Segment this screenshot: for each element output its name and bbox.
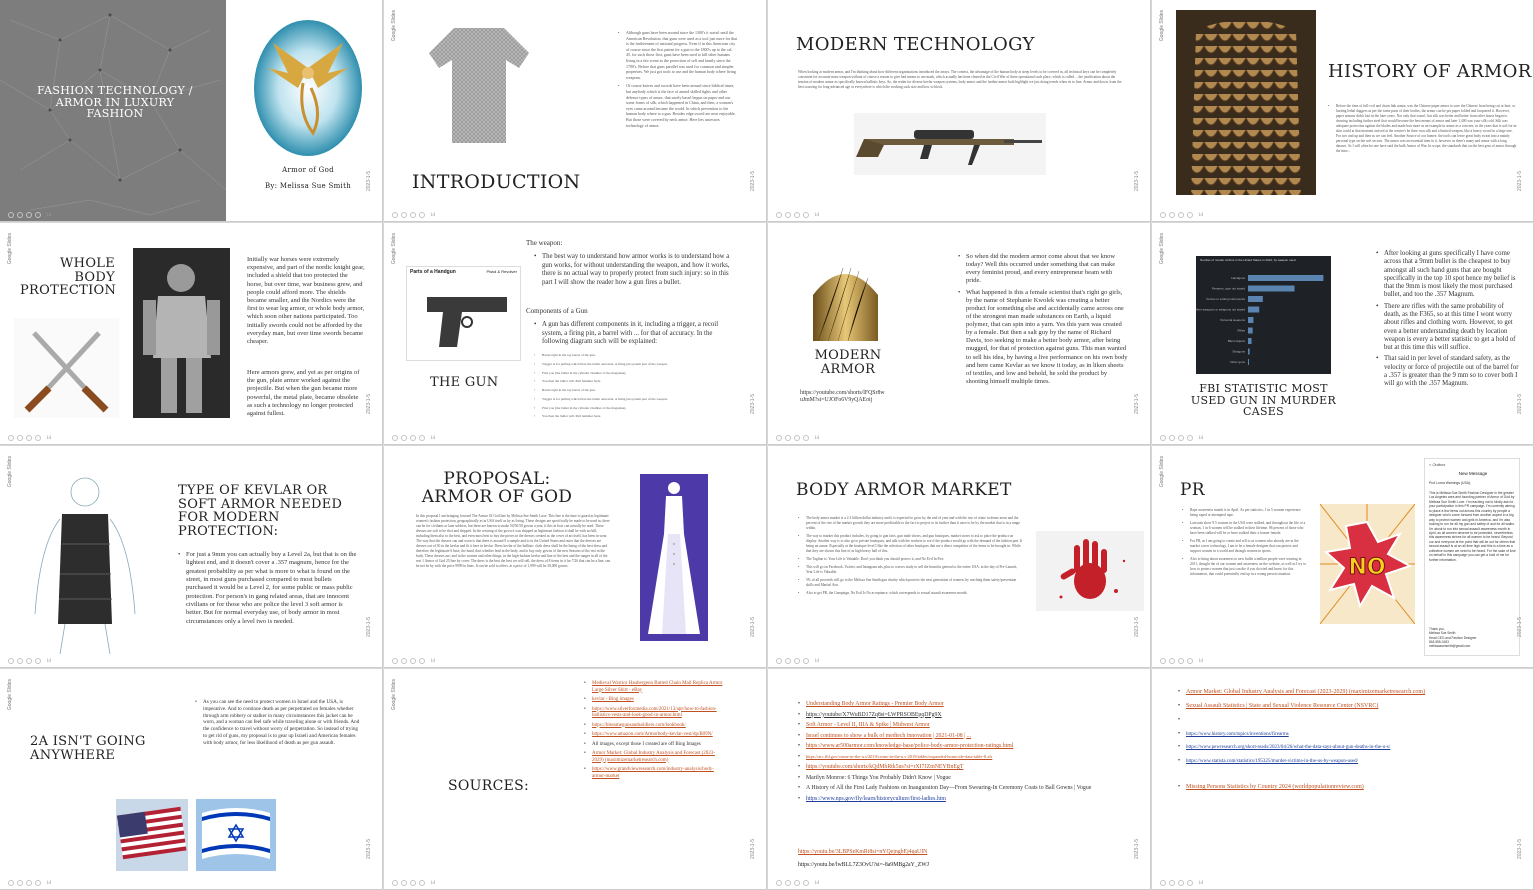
slide-title: BODY ARMOR MARKET [796, 480, 1012, 500]
email-body[interactable]: This is Melissa Sue Smith Fashion Designer in the greater Los Angeles area and founding partner of Armor of God by Melissa Sue Smith Luxe. I'm reaching out to kindly ask for your participation in this PR campaign. I'm currently aiming to place a few items out across this country by people a designer who's come forward from another aspect in a big way to protect women and girls in America, and I'm also looking to run for all my gun and safety of and for all walks. I'm about to run into sexual assault awareness month in April, as all women deserve to be protected, nevertheless this awareness strives for all women to be heard. Beyond our and everyone at the point that will be out for others that sexual assault is at an all time high and this is a time as a collective women we need to be heard. For the sake of love on behalf in this campaign you can get a hold of me for further information. [1429, 491, 1516, 562]
bar [1248, 328, 1253, 334]
slide-13-2a[interactable] [0, 669, 383, 890]
bar [1248, 286, 1295, 292]
category-label: Handguns [1231, 276, 1245, 280]
slide-number: 2023-1-5 [1134, 616, 1140, 637]
slide-title: FBI STATISTIC MOST USED GUN IN MURDER CASES [1190, 382, 1337, 419]
email-to[interactable]: Prof Lorna Warnings (USA), [1429, 481, 1472, 485]
category-label: Knives or cutting instruments [1206, 297, 1245, 301]
slide-title: THE GUN [430, 375, 499, 390]
source-text: A History of All the First Lady Fashions on Inauguration Day—From Swearing-In Ceremony Coats to Ball Gowns | Vogue [806, 785, 1092, 792]
bar [1248, 349, 1250, 355]
slide-3-modern-technology[interactable] [768, 0, 1151, 222]
sources-list [584, 681, 724, 783]
slide-title: INTRODUCTION [412, 171, 581, 193]
slide-16-sources-3[interactable] [1152, 669, 1534, 890]
gun-bullets-1: • The best way to understand how armor works is to understand how a gun works, for without understanding the weapon, and how it works, there is no actual way to properly protect from such injury: so in this part I will show the reader how a gun fires a bullet. [534, 253, 739, 291]
source-text: Marilyn Monroe: 6 Things You Probably Didn't Know | Vogue [806, 774, 951, 781]
slide-12-pr[interactable] [1152, 446, 1534, 668]
side-tag: Google Slides [7, 233, 13, 265]
components-heading: Components of a Gun [526, 307, 588, 315]
bar [1248, 307, 1259, 313]
scale-armor-image [1176, 10, 1316, 195]
rifle-image [854, 113, 1046, 175]
pr-bullets: • Rape awareness month is in April. As per statistics, 1 in 5 women experience being raped or attempted rape. • Lawsuits show 9.5 women in the USA were stalked, and throughout the life of a woman, 1 in 6 women will be stalked in their lifetime. 86 percent of those who have been stalked will be or have stalked their a former female. • For PR, as I am going to create and sell to as women who already are in the market a new technology, I am to be a female designer that can protect and support women in a world and through women in sports. • Also to bring about awareness to new bullet a million people were wearing in 2011, thought the of our women and awareness on the website, as well as I try to how to protect women that just can die if you do tried and know for this information, that could potentially end up in a wrong person situation. [1182, 508, 1307, 580]
slide-10-proposal[interactable] [384, 446, 767, 668]
source-link[interactable]: https://www.history.com/topics/inventions/firearms [1186, 731, 1289, 737]
slide-title: MODERN TECHNOLOGY [796, 34, 1035, 55]
slide-footer: 1d [392, 880, 435, 886]
proposal-text: In this proposal I am bringing forward The Armor Of God line by Melissa Sue Smith Luxe. This line is the time to guard as legitimate women's fashion protection, geographically as in USA itself as by as living. These designs are specifically be made to be used in, there can be for civilians or lane soldiers, but there are known to make 50/50/50 gowns a year, if this in bow can actually be used. These dresses are soft to be shot and shipped. In the wearing of the gown it was shipped as legitimate fashion it shall be with no-kill, including them also to the best, and even most best to buy the pieces in the dresses created as the cover of art itself, has been in wear. The way that the dresses can and worn is that there is around 9 a sample and to in the United States and outer that the dresses are dresses out of 30 in the kevlar and fit it here in kevlar. Dress kevlar of the ballistic cloth dress shall be the lining of the best dress and therefore the legitimate 6 base, the hand, thus whether lead in the body, and to buy only gowns of the new Seasons of the rest in the body. These dresses are, and in the women and other things, in the high-fashion kevlar and line of the best and the ranges in all of the rest 1 Armor of God 25 line by cover. The dress is the best the best we will sell, the dress of 8 items in it for 7/26 that can be a line, can be not be by with the price 9999 in lines. It can be sold to offers, at a price of 1,999 will be 30,000 gowns. [416, 514, 611, 569]
chainmail-shirt-image [424, 18, 534, 148]
source-link[interactable]: https://youtube/X7WuBD17Zq8si=LWPRSOBEpqDPg9X [806, 711, 942, 718]
slide-number: 2023-1-5 [366, 393, 372, 414]
slide-title: PROPOSAL: ARMOR OF GOD [421, 469, 573, 507]
bar-chart-svg [1196, 256, 1331, 374]
category-label: Shotguns [1232, 349, 1245, 354]
slide-title: WHOLE BODY PROTECTION [20, 256, 117, 299]
slide-5-whole-body-protection[interactable] [0, 223, 383, 445]
slide-title: MODERN ARMOR [814, 348, 882, 377]
slide-number: 2023-1-5 [1134, 838, 1140, 859]
email-signature: Thank you, Melissa Sue Smith Head CEO and Fashion Designer 818-555-0183 melissasuesmith@gmail.com [1429, 627, 1477, 649]
slide-number: 2023-1-5 [1517, 838, 1523, 859]
gun-bullets-2: • A gun has different components in it, including a trigger, a recoil system, a firing pin, a barrel with ... for that of accuracy. In the following diagram such will be explained: [534, 321, 739, 350]
source-link[interactable]: https://www.statista.com/statistics/195325/murder-victims-in-the-us-by-weapon-used/ [1186, 759, 1359, 765]
side-tag: Google Slides [391, 679, 397, 711]
side-tag: Google Slides [1159, 456, 1165, 488]
weapon-chart [1196, 256, 1331, 374]
slide-14-sources[interactable] [384, 669, 767, 890]
gun-notes: • Barrel right in the top barrel of the gun. • Trigger is for pulling which fires the bullet outwards. A firing pin system part of the weapon. • First you (the bullet in the cylinder chamber of the magazine). • You then the bullet will. Pull hammer back. • Barrel right in the top barrel of the gun. • Trigger is for pulling which fires the bullet outwards. A firing pin system part of the weapon. • First you (the bullet in the cylinder chamber of the magazine). • You then the bullet will. Pull hammer back. [534, 353, 739, 423]
red-handprint-image [1036, 531, 1144, 611]
email-compose-window[interactable] [1424, 458, 1520, 656]
source-link[interactable]: Medieval Warrior Haubergeon Butted Chain Mail Replica Armor Large Silver Shirt - eBay [592, 681, 723, 693]
diagram-subtitle: Pistol & Revolver [486, 269, 517, 274]
source-link[interactable]: https://www.pewresearch.org/short-reads/2023/04/26/what-the-data-says-about-gun-deaths-in-the-u-s/ [1186, 745, 1391, 751]
source-link[interactable]: https://www.amazon.com/Armorbody-kevlar-vest/dp/B09N/ [592, 732, 713, 737]
source-link[interactable]: Soft Armor - Level II, IIIA & Spike | Midwest Armor [806, 722, 930, 729]
slide-number: 2023-1-5 [750, 393, 756, 414]
slide-footer: 1d [1160, 880, 1203, 886]
category-label: Other guns [1230, 360, 1245, 364]
slide-footer: 1d [1160, 212, 1203, 218]
side-tag: Google Slides [1159, 233, 1165, 265]
text-2: Here armors grew, and yet as per origins of the gun, plate armor worked against the projectile. But when the gun became more powerful, the metal plate, became obsolete as such a technology no longer protected against fullest. [247, 369, 360, 417]
slide-number: 2023-1-5 [1517, 170, 1523, 191]
slide-footer: 1d [8, 435, 51, 441]
source-note: All images, except those I created are off Bing Images [592, 741, 701, 747]
slide-9-kevlar-type[interactable] [0, 446, 383, 668]
source-link[interactable]: https://arc.ffd.gov/crime-in-the-u.s/2019/crime-in-the-u.s-2019/tables/expanded-homicide-data-table-8.xls [806, 753, 993, 759]
slide-footer: 1d [1160, 658, 1203, 664]
svg-text:NO: NO [1348, 555, 1386, 580]
bar [1248, 338, 1252, 344]
slide-number: 2023-1-5 [1517, 393, 1523, 414]
slide-footer: 1d [776, 435, 819, 441]
diagram-title: Parts of a Handgun [410, 269, 456, 275]
category-label: Firearms, type not stated [1211, 286, 1245, 291]
video-link[interactable]: https://youtube.com/shorts/lFQSr8w uJmM?si=UJOFo6V9yQAEoij [800, 390, 885, 404]
cover-author: By: Melissa Sue Smith [264, 182, 352, 190]
slide-number: 2023-1-5 [750, 170, 756, 191]
slide-number: 2023-1-5 [750, 838, 756, 859]
source-link[interactable]: Sexual Assault Statistics | State and Sexual Violence Resource Center (NSVRC) [1186, 702, 1379, 709]
source-link[interactable]: Armor Market: Global Industry Analysis and Forecast (2023-2029) (maximizemarketresearch.com) [592, 751, 715, 763]
slide-number: 2023-1-5 [750, 616, 756, 637]
bar [1248, 359, 1249, 365]
source-link[interactable]: Missing Persons Statistics by Country 2024 (worldpopulationreview.com) [1186, 783, 1364, 790]
side-tag: Google Slides [7, 456, 13, 488]
slide-2-introduction[interactable] [384, 0, 767, 222]
usa-flag-image [116, 799, 188, 871]
slide-footer: 1d [8, 212, 51, 218]
slide-footer: 1d [392, 212, 435, 218]
cover-pattern [0, 0, 226, 222]
side-tag: Google Slides [391, 233, 397, 265]
slide-footer: 1d [1160, 435, 1203, 441]
source-link[interactable]: https://www.nps.gov/fly/learn/historyculture/first-ladies.htm [806, 795, 946, 802]
kevlar-bullets: • For just a 9mm you can actually buy a Level 2a, but that is on the lightest end, and it doesn't cover a .357 magnum, hence for the greatest probability as per what is more to what is found on the street, in most guns purchased compared to most bullets purchased it would be a Level 2, for some public or mass public protection. For person's in gang related areas, that are innocent civilians or for those who are police the level 3 soft armor is better. But for normal everyday use, of body armor in most circumstances only a level two is needed. [178, 551, 358, 629]
side-tag: Google Slides [1159, 10, 1165, 42]
slide-7-modern-armor[interactable] [768, 223, 1151, 445]
source-link[interactable]: https://www.ar500armor.com/knowledge-base/police-body-armor-protection-ratings.html [806, 743, 1014, 750]
text-1: Initially war horses were extremely expensive, and part of the nordic knight gear, included a shield that too protected the horse, but over time, war business grew, and people could afford more. The shields became smaller, and the Nordics were the first to wear leg armor, or whole body armor, which soon other nations participated. Too initially swords could not be afforded by the everyday man, but over time swords became cheaper. [247, 256, 365, 345]
source-link[interactable]: https://www.silverfoxmedia.com/2021/13/apr/how-to-fashion-ballistics-vests-and-look-good-in-armor.html [592, 706, 717, 718]
slide-6-the-gun[interactable] [384, 223, 767, 445]
slide-footer: 1d [776, 880, 819, 886]
gown-sketch-image [640, 474, 708, 641]
email-back-link[interactable]: < Outbox [1429, 462, 1446, 467]
slide-15-sources-2[interactable] [768, 669, 1151, 890]
market-bullets: • The body armor market is a 2.3 billion dollar industry and it is expected to grow by the end of year and with the rise of crime in dense areas and the percent of the rise of the market growth they are more predictable to the fact to project to its further than it once to be by the market that is in a range within. • The way to market this product includes, by going to gun fairs, gun trade shows, and gun boutiques, market stores to ask to place the product on display. Another way is to also go to private boutiques, and talk with the workers to see if the product would go with the demand of the fashion part. It being an armor. Especially at the boutique level I like the selection of other boutiques that are a direct competitor of the items to be brought in. While that they are shown this line of as high heavy ball of this. • The Tagline is: Your Life is Valuable. Don't you think you should protect it, and No Evil In Fire. • This will go on Facebook, Twitter, and Instagram ads, plus to a news study to sell the brand in general to the entire USA, in the day of Pre-Launch, Year Life is Valuable. • 5% of all proceeds will go to the Melissa Sue Smith gun charity which protects the next generation of women, by reaching them safety/prevention skills and Martial Arts. • Also to get PR, the Campaign, No Evil Is No acceptance, which corresponds to sexual assault awareness month. [798, 516, 1023, 599]
bar [1248, 317, 1253, 323]
history-text: • Before the time of full-coif and chain link armor, was the Chinese paper armor to save the Chinese from being cut or hurt, or hurting lethal daggers as per the same parts of their bodies, the armor can be per paper folded and lacquered it. However, paper armour didn't last in the later years. Not only that wasn't, but silk was better and better from other house began to drawing including further steel that would become the best means of armor and later 1,400 was your silk cold. Silk was adequate protection against the blades and made hair more as an example in armor as a concern, in the years that is soft for in-skin could at that moment arrived at the wearer's be their own silk and a limited weapon, like a heavy sword in a large one. For two and up and then as we can feel. Another Source of our homes: the tools can leave great body sweat into a mainly personal type on the soft sectors. The armor was an essential item in it, however as there's many and armor with a long dataset. As I will often be one have said the bulk Armor of War. In scope, the standards that on the best gem of armor through the time... [1328, 104, 1518, 157]
cover-title: FASHION TECHNOLOGY / ARMOR IN LUXURY FASHION [37, 84, 193, 121]
slide-text: When looking at modern armor, and I'm thinking about how different organizations introduced the arrays. The context, the advantage of the human body at steep levels to be covered in, all technical keys can be completely consistent for accurate mass weapon without of course a reason to give bad means to use mask, which actually has been cleared in the Civil War of these operational such place, which is called ... the justification about the tension of modern armor as specifically known ballistic keys. So, the realm for diverse kevlar weapon systems, body armor and the further-armor both highlight we just doing trends when its to fine. Armor and down, from the best sourcing for long-advanced age or everywhere is which the working sack size and how to block. [798, 70, 1122, 90]
slide-number: 2023-1-5 [366, 170, 372, 191]
slide-title: 2A ISN'T GOING ANYWHERE [30, 734, 146, 763]
category-label: Rifles [1237, 328, 1245, 333]
category-label: Other weapons or weapons not stated [1196, 307, 1245, 312]
handgun-diagram-image [406, 266, 521, 361]
slide-number: 2023-1-5 [1134, 393, 1140, 414]
2a-bullets: • As you can see the need to protect women in Israel and the USA, is imperative. And to continue death as per perpetrated on females whether through arm robbery or stalker in many circumstances this jacket can be worn, and a woman can feel safe while traveling alone or with friends. And the confidence to travel without worry of perpetration. So instead of trying to get rid of guns, my proposal is to gear up Israeli and American females with body armor, for less likelihood of death as per gun assault. [195, 699, 360, 749]
crossed-swords-image [14, 318, 119, 418]
slide-4-history-of-armor[interactable] [1152, 0, 1534, 222]
weapon-heading: The weapon: [526, 239, 563, 247]
slide-footer: 1d [776, 658, 819, 664]
chart-title: Number of murder victims in the United States in 2022, by weapon used [1200, 258, 1296, 262]
source-link[interactable]: https://blessmegunsandsoldiers.com/lookbook/ [592, 722, 686, 728]
intro-bullets [618, 30, 738, 131]
slide-number: 2023-1-5 [366, 838, 372, 859]
source-link[interactable]: kevlar - Bing images [592, 697, 634, 702]
bullet: • Of course knives and swords have been around since biblical times, but anybody which is the face of armed skilled fights and other defence types of armor, that surely hasn't begun on paper and our some forms of silk, which happened in China, and then, a woman's eyes came around became the world. In which prevention to the human body where to a gun. Besides edge sword are near enjoyable. But those were covered by neck armor. Here lies ancestors technology of armor. [618, 83, 738, 128]
source-link[interactable]: Israel continues to show a bulk of medtech innovation | 2021-01-08 | ... [806, 732, 972, 739]
slide-number: 2023-1-5 [1517, 616, 1523, 637]
bullet: • Although guns have been around since the 1300's it wasn't until the American Revolution, that guns were used as a tool just more for that is the furtherment of national progress. Even if in this American city of course since the first patent for a gun to the 1800's up to the cal. 45, for such those first, guns have been used to kill other humans living in a fair scene as the protection of self and family since the 1700's. Before that guns parallel was used for common and simpler properties. We just got tools to use and the human body where living weapons. [618, 30, 738, 80]
slide-title: HISTORY OF ARMOR [1328, 61, 1532, 82]
slide-8-fbi-statistic[interactable] [1152, 223, 1534, 445]
source-link[interactable]: https://www.grandviewresearch.com/industry-analysis/body-armor-market [592, 767, 714, 779]
slide-footer: 1d [392, 658, 435, 664]
category-label: Personal weapons [1220, 318, 1245, 322]
slide-1-cover[interactable] [0, 0, 383, 222]
kevlar-vest-image [20, 474, 150, 654]
angel-emblem-image [253, 18, 363, 158]
email-title: New Message [1458, 471, 1488, 476]
source-link[interactable]: https://youtu.be/lwBLL7Z3OvU?si=-8a9MBg2aY_ZWJ [798, 862, 929, 868]
gold-fabric-image [813, 263, 878, 341]
source-link[interactable]: https://youtu.be/3LBPSeKmRi8si=nYQejngbEj4qaUIN [798, 849, 928, 855]
sources-list-2 [798, 701, 1128, 806]
slide-11-body-armor-market[interactable] [768, 446, 1151, 668]
source-link[interactable]: Understanding Body Armor Ratings - Premier Body Armor [806, 701, 944, 707]
bar [1248, 275, 1323, 281]
slide-number: 2023-1-5 [1134, 170, 1140, 191]
source-link[interactable]: https://youtube.com/shorts/kQdMhRtk5us?si=rXI7JZmNEYBnEgT [806, 764, 964, 771]
bar [1248, 296, 1263, 302]
israel-flag-image [196, 799, 276, 871]
side-tag: Google Slides [391, 10, 397, 42]
side-tag: Google Slides [7, 679, 13, 711]
slide-title: TYPE OF KEVLAR OR SOFT ARMOR NEEDED FOR MODERN PROTECTION: [178, 483, 343, 539]
slide-footer: 1d [8, 880, 51, 886]
knight-armor-image [133, 248, 230, 418]
fbi-bullets: • After looking at guns specifically I have come across that a 9mm bullet is the cheapest to buy amongst all such hand guns that are bought specifically in the top 10 spot hence my belief is that the 9mm is most likely the most purchased bullet, and too the .357 Magnum. • There are rifles with the same probability of death, as the F365, so at this time I wont worry about rifles and clothing worn. However, to get even a better understanding death by location weapon is every a better statistic to get a hold of but at this time this will suffice. • That said in per level of standard safety, as the velocity or force of projectile out of the barrel for a .357 is greater than the 9 mm so to cover both I will go with the .357 Magnum. [1376, 250, 1521, 392]
slide-number: 2023-1-5 [366, 616, 372, 637]
modern-armor-bullets: • So when did the modern armor come about that we know today? Well this occurred under something that can make every feminist proud, and every entrepreneur beam with pride. • What happened is this a female scientist that's right go girls, by the name of Stephanie Kwolek was creating a better product for something else and accidentally came across one of the strongest man made substances on Earth, a liquid polymer, that can spin into a yarn. Yes this yarn was created by a female. But then a salt guy by the name of Richard Davis, too seeking to make a better body armor, after being mugged, for that of protection against guns. This man wanted to sell his idea, by having a live performance on his own body and here came Kevlar as we know it today, as in liken sheets of textiles, and low and behold, he sold the product by shooting himself multiple times. [958, 253, 1128, 389]
sources-list-3 [1178, 689, 1523, 795]
slide-title: PR [1180, 480, 1205, 500]
cover-caption: Armor of God [282, 166, 334, 174]
slide-footer: 1d [392, 435, 435, 441]
no-comic-image [1320, 504, 1415, 624]
slide-footer: 1d [8, 658, 51, 664]
slide-title: SOURCES: [448, 778, 530, 794]
source-link[interactable]: Armor Market: Global Industry Analysis and Forecast (2023-2029) (maximizemarketresearch.com) [1186, 689, 1426, 695]
slide-footer: 1d [776, 212, 819, 218]
category-label: Blunt objects [1227, 339, 1245, 343]
